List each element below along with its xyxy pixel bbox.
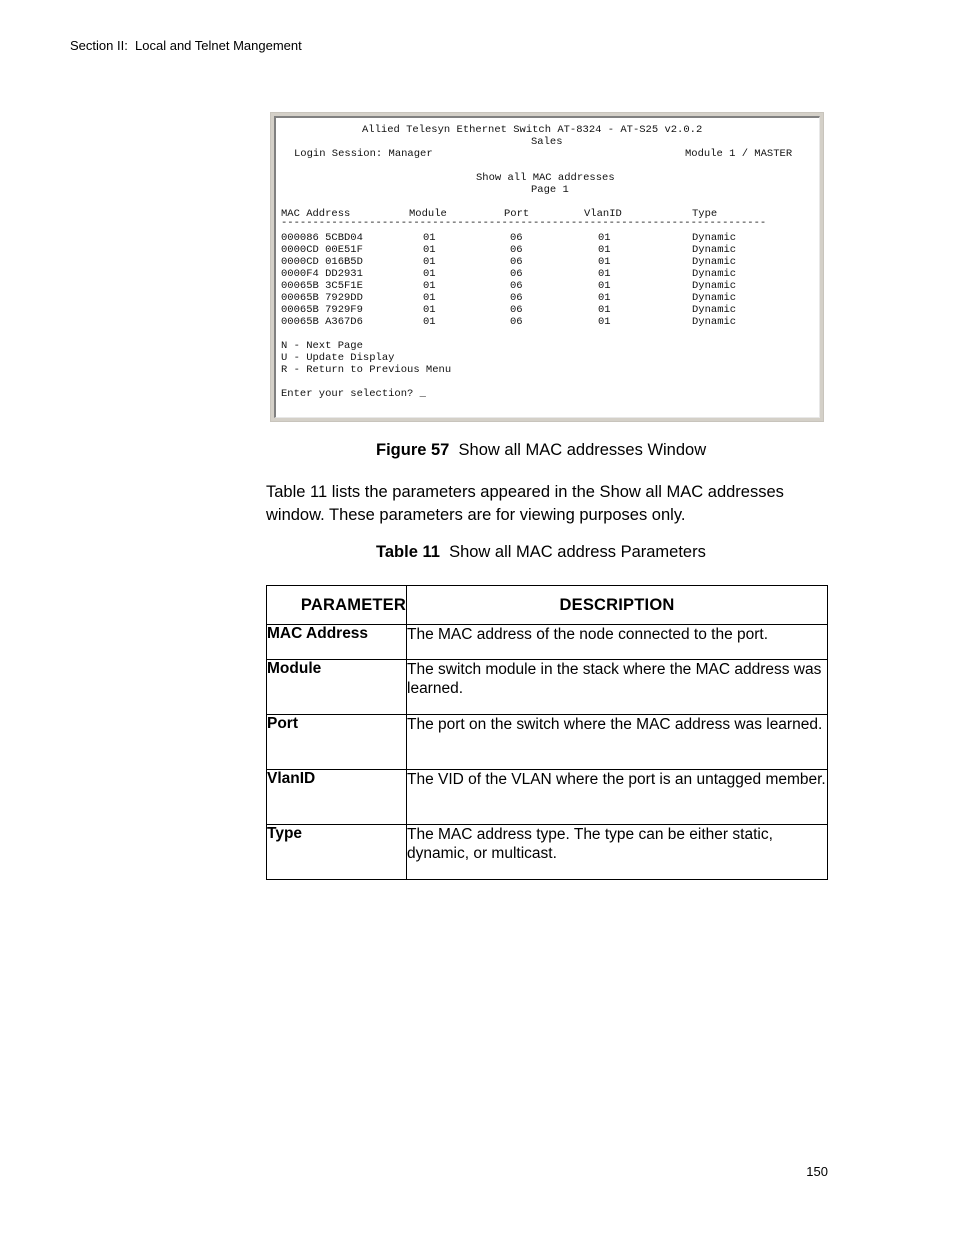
row-vlanid: 01 — [598, 280, 611, 292]
menu-update-display[interactable]: U - Update Display — [281, 352, 395, 364]
col-header-port: Port — [504, 208, 530, 220]
row-port: 06 — [510, 232, 523, 244]
row-mac: 0000CD 016B5D — [281, 256, 363, 268]
module-status: Module 1 / MASTER — [685, 148, 793, 160]
row-type: Dynamic — [692, 256, 737, 268]
row-mac: 0000F4 DD2931 — [281, 268, 363, 280]
terminal-screenshot — [270, 112, 824, 422]
row-module: 01 — [423, 244, 436, 256]
parameter-description: The MAC address of the node connected to the port. — [407, 625, 828, 660]
row-module: 01 — [423, 304, 436, 316]
parameter-name: VlanID — [267, 770, 407, 825]
table-label: Table 11 — [376, 543, 440, 561]
row-mac: 00065B A367D6 — [281, 316, 363, 328]
row-type: Dynamic — [692, 268, 737, 280]
menu-next-page[interactable]: N - Next Page — [281, 340, 363, 352]
parameter-description: The VID of the VLAN where the port is an untagged member. — [407, 770, 828, 825]
row-type: Dynamic — [692, 316, 737, 328]
menu-return-previous[interactable]: R - Return to Previous Menu — [281, 364, 452, 376]
col-header-vlanid: VlanID — [584, 208, 622, 220]
row-type: Dynamic — [692, 232, 737, 244]
body-paragraph: Table 11 lists the parameters appeared in the Show all MAC addresses window. These parameters are for viewing purposes only. — [266, 483, 784, 524]
row-module: 01 — [423, 268, 436, 280]
row-vlanid: 01 — [598, 256, 611, 268]
table-row — [267, 770, 828, 825]
parameter-name: Port — [267, 715, 407, 770]
row-vlanid: 01 — [598, 304, 611, 316]
row-port: 06 — [510, 292, 523, 304]
running-header: Section II: Local and Telnet Mangement — [70, 38, 302, 53]
selection-prompt[interactable]: Enter your selection? _ — [281, 388, 426, 400]
table-row — [267, 625, 828, 660]
table-row — [267, 660, 828, 715]
header-description: DESCRIPTION — [407, 586, 828, 625]
figure-label: Figure 57 — [376, 441, 450, 459]
row-mac: 00065B 7929DD — [281, 292, 363, 304]
screen-title: Show all MAC addresses — [476, 172, 615, 184]
row-type: Dynamic — [692, 292, 737, 304]
table-row — [267, 825, 828, 880]
header-parameter: PARAMETER — [267, 586, 407, 625]
terminal-title: Allied Telesyn Ethernet Switch AT-8324 - AT-S25 v2.0.2 — [362, 124, 703, 136]
row-port: 06 — [510, 280, 523, 292]
table-caption — [376, 543, 706, 562]
row-vlanid: 01 — [598, 268, 611, 280]
terminal-window — [274, 116, 820, 418]
row-port: 06 — [510, 316, 523, 328]
row-mac: 0000CD 00E51F — [281, 244, 363, 256]
table-row — [267, 715, 828, 770]
row-port: 06 — [510, 268, 523, 280]
parameter-name: Type — [267, 825, 407, 880]
parameter-description: The port on the switch where the MAC address was learned. — [407, 715, 828, 770]
row-module: 01 — [423, 256, 436, 268]
row-vlanid: 01 — [598, 316, 611, 328]
col-header-mac: MAC Address — [281, 208, 351, 220]
parameter-name: MAC Address — [267, 625, 407, 660]
col-header-module: Module — [409, 208, 447, 220]
row-mac: 00065B 3C5F1E — [281, 280, 363, 292]
col-header-type: Type — [692, 208, 718, 220]
row-type: Dynamic — [692, 244, 737, 256]
figure-caption — [376, 441, 706, 460]
row-port: 06 — [510, 244, 523, 256]
row-type: Dynamic — [692, 304, 737, 316]
table-caption-text: Show all MAC address Parameters — [449, 543, 706, 561]
row-vlanid: 01 — [598, 232, 611, 244]
terminal-subtitle: Sales — [531, 136, 563, 148]
parameter-description: The MAC address type. The type can be either static, dynamic, or multicast. — [407, 825, 828, 880]
login-session: Login Session: Manager — [294, 148, 433, 160]
row-mac: 000086 5CBD04 — [281, 232, 363, 244]
row-module: 01 — [423, 292, 436, 304]
row-vlanid: 01 — [598, 244, 611, 256]
row-type: Dynamic — [692, 280, 737, 292]
row-mac: 00065B 7929F9 — [281, 304, 363, 316]
row-module: 01 — [423, 316, 436, 328]
row-port: 06 — [510, 304, 523, 316]
row-vlanid: 01 — [598, 292, 611, 304]
figure-caption-text: Show all MAC addresses Window — [458, 441, 707, 459]
separator-line: ----------------------------------------------------------------------------- — [281, 217, 767, 229]
parameter-name: Module — [267, 660, 407, 715]
row-module: 01 — [423, 232, 436, 244]
table-header-row — [267, 586, 828, 625]
row-port: 06 — [510, 256, 523, 268]
page-indicator: Page 1 — [531, 184, 569, 196]
parameter-description: The switch module in the stack where the MAC address was learned. — [407, 660, 828, 715]
row-module: 01 — [423, 280, 436, 292]
parameter-table — [266, 585, 828, 880]
page-number: 150 — [806, 1164, 828, 1179]
